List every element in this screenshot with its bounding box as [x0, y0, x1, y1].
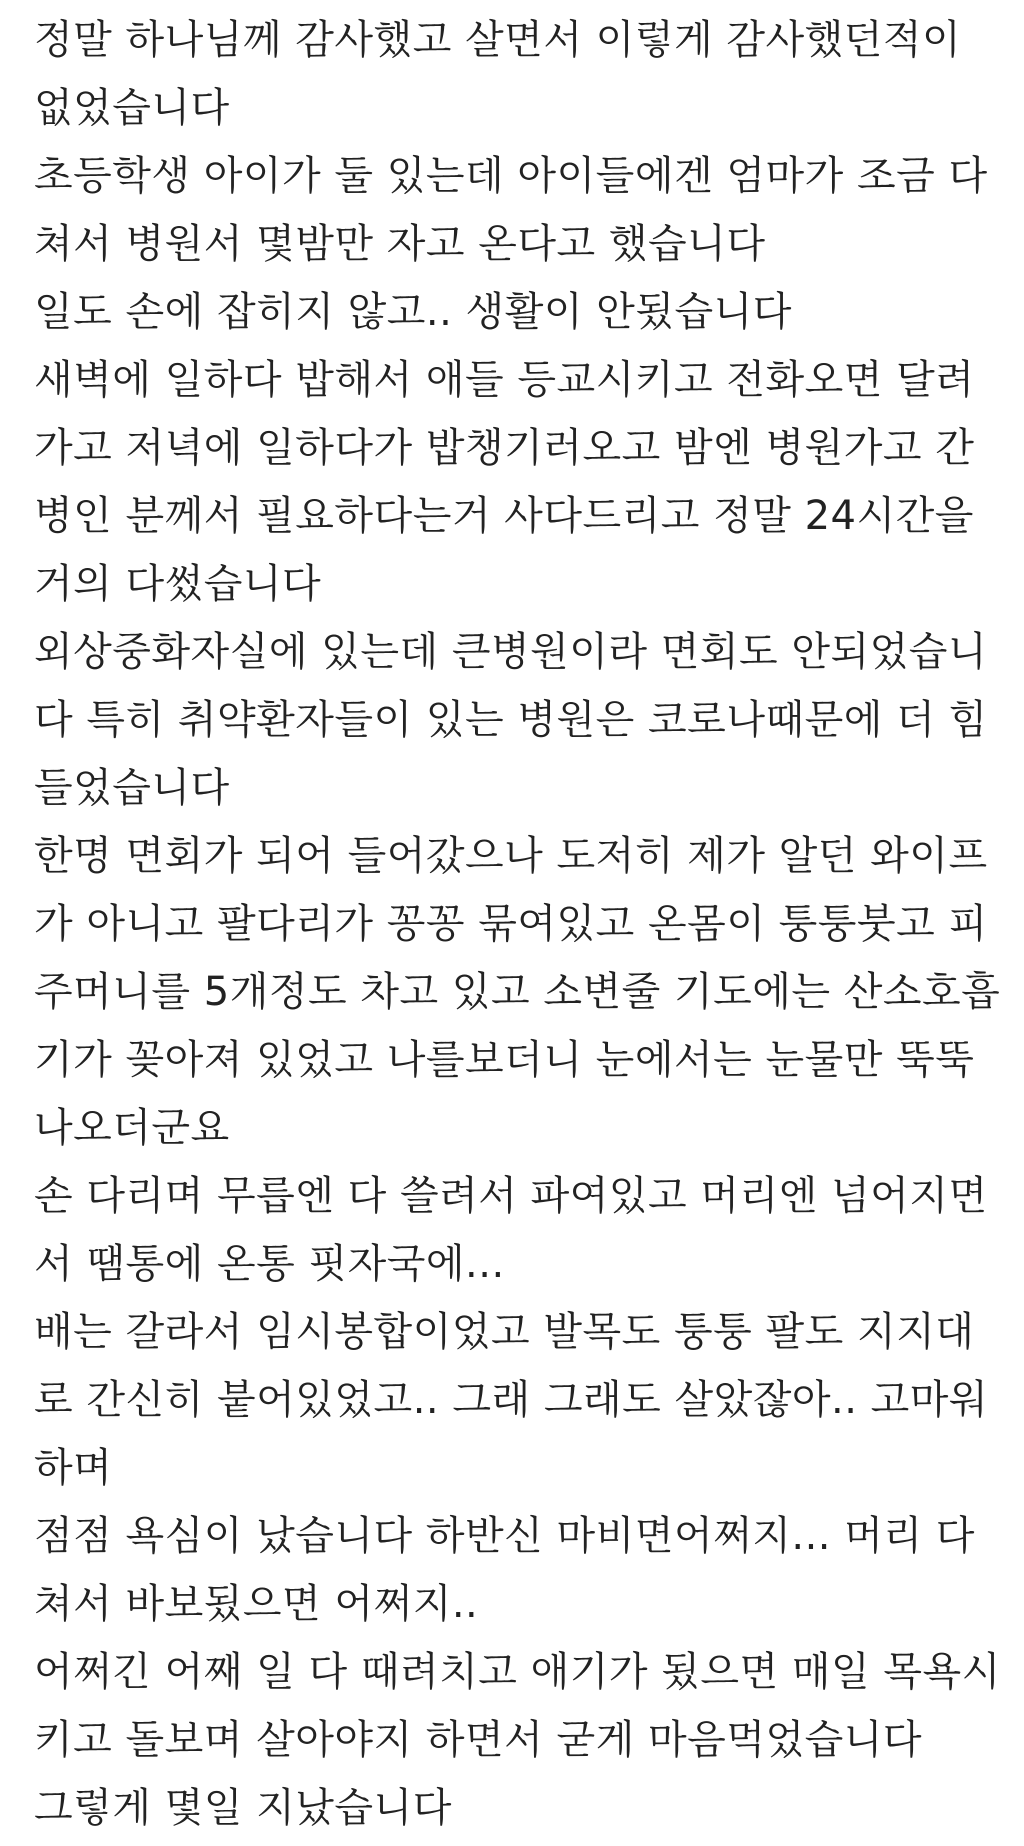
post-text-line: 기가 꽂아져 있었고 나를보더니 눈에서는 눈물만 뚝뚝: [34, 1037, 975, 1083]
post-body: [34, 6, 1019, 1842]
post-text-line: 병인 분께서 필요하다는거 사다드리고 정말 24시간을: [34, 493, 974, 539]
post-text-line: 나오더군요: [34, 1105, 230, 1151]
post-text-line: 들었습니다: [34, 765, 230, 811]
post-text-line: 손 다리며 무릅엔 다 쓸려서 파여있고 머리엔 넘어지면: [34, 1173, 988, 1219]
post-text-line: 가고 저녁에 일하다가 밥챙기러오고 밤엔 병원가고 간: [34, 425, 975, 471]
post-text-line: 주머니를 5개정도 차고 있고 소변줄 기도에는 산소호흡: [34, 969, 1001, 1015]
post-text-line: 서 땜통에 온통 핏자국에...: [34, 1241, 505, 1287]
post-text-line: 쳐서 병원서 몇밤만 자고 온다고 했습니다: [34, 221, 766, 267]
post-text-line: 점점 욕심이 났습니다 하반신 마비면어쩌지... 머리 다: [34, 1513, 975, 1559]
post-text-line: 거의 다썼습니다: [34, 561, 322, 607]
post-text-line: 새벽에 일하다 밥해서 애들 등교시키고 전화오면 달려: [34, 357, 975, 403]
post-text-line: 없었습니다: [34, 85, 230, 131]
post-text-line: 일도 손에 잡히지 않고.. 생활이 안됬습니다: [34, 289, 792, 335]
post-text-line: 외상중화자실에 있는데 큰병원이라 면회도 안되었습니: [34, 629, 988, 675]
post-text-line: 한명 면회가 되어 들어갔으나 도저히 제가 알던 와이프: [34, 833, 988, 879]
post-text-line: 배는 갈라서 임시봉합이었고 발목도 퉁퉁 팔도 지지대: [34, 1309, 975, 1355]
post-text-line: 다 특히 취약환자들이 있는 병원은 코로나때문에 더 힘: [34, 697, 988, 743]
post-text-line: 초등학생 아이가 둘 있는데 아이들에겐 엄마가 조금 다: [34, 153, 988, 199]
post-text-line: 키고 돌보며 살아야지 하면서 굳게 마음먹었습니다: [34, 1717, 923, 1763]
post-text-line: 가 아니고 팔다리가 꽁꽁 묶여있고 온몸이 퉁퉁붓고 피: [34, 901, 988, 947]
post-text-line: 하며: [34, 1445, 113, 1491]
post-text-line: 쳐서 바보됬으면 어쩌지..: [34, 1581, 479, 1627]
post-text-line: 로 간신히 붙어있었고.. 그래 그래도 살았잖아.. 고마워: [34, 1377, 989, 1423]
post-text-line: 어쩌긴 어째 일 다 때려치고 애기가 됬으면 매일 목욕시: [34, 1649, 1001, 1695]
post-text-line: 그렇게 몇일 지났습니다: [34, 1785, 452, 1831]
post-text-line: 정말 하나님께 감사했고 살면서 이렇게 감사했던적이: [34, 17, 962, 63]
